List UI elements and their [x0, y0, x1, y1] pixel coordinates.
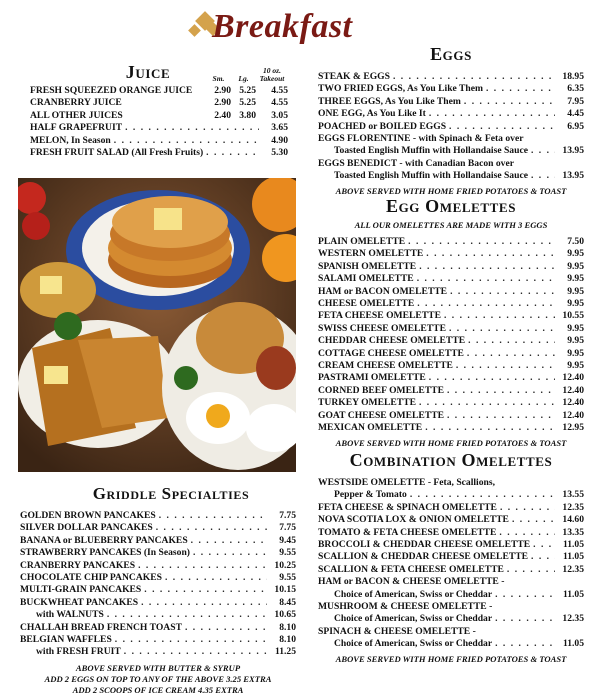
item-name: HAM or BACON OMELETTE — [318, 285, 448, 297]
item-name: NOVA SCOTIA LOX & ONION OMELETTE — [318, 514, 509, 526]
leader-dots — [531, 551, 555, 563]
list-item — [318, 477, 584, 489]
item-name: COTTAGE CHEESE OMELETTE — [318, 347, 464, 359]
item-price: 13.95 — [562, 145, 584, 157]
list-item — [20, 535, 296, 547]
juice-section — [30, 62, 288, 159]
griddle-list — [20, 510, 296, 659]
item-price: 7.50 — [567, 236, 584, 247]
leader-dots — [159, 510, 267, 522]
leader-dots — [447, 410, 555, 422]
item-name: Choice of American, Swiss or Cheddar — [334, 613, 493, 625]
item-name: MUSHROOM & CHEESE OMELETTE - — [318, 601, 493, 613]
leader-dots — [429, 108, 555, 120]
list-item — [318, 539, 584, 551]
list-item — [318, 158, 584, 170]
list-item — [318, 397, 584, 409]
combo-list — [318, 477, 584, 651]
item-name: Toasted English Muffin with Hollandaise Sauce — [334, 145, 528, 157]
juice-heading: Juice — [125, 62, 171, 82]
leader-dots — [456, 360, 555, 372]
item-price: 9.95 — [567, 285, 584, 297]
list-item — [20, 572, 296, 584]
griddle-note: ADD 2 SCOOPS OF ICE CREAM 4.35 EXTRA — [72, 684, 244, 695]
item-price: 8.10 — [279, 634, 296, 646]
item-price: 12.40 — [562, 409, 584, 421]
item-price: 7.95 — [567, 95, 584, 107]
leader-dots — [486, 83, 555, 95]
list-item — [318, 286, 584, 298]
list-item — [318, 145, 584, 157]
item-price: 18.95 — [562, 71, 584, 82]
leader-dots — [165, 572, 267, 584]
item-name: Pepper & Tomato — [334, 489, 407, 501]
omelettes-note: ABOVE SERVED WITH HOME FRIED POTATOES & TOAST — [335, 437, 567, 448]
leader-dots — [426, 248, 555, 260]
breakfast-photo — [18, 178, 296, 472]
list-item — [318, 248, 584, 260]
item-name: with WALNUTS — [36, 609, 104, 621]
list-item: CRANBERRY JUICE 2.90 5.25 4.55 — [30, 97, 288, 109]
item-name: BUCKWHEAT PANCAKES — [20, 596, 139, 608]
list-item — [318, 502, 584, 514]
leader-dots — [393, 71, 555, 83]
leader-dots — [495, 613, 555, 625]
list-item — [20, 597, 296, 609]
leader-dots — [141, 597, 267, 609]
item-price: 12.40 — [562, 372, 584, 384]
list-item — [20, 622, 296, 634]
item-name: Toasted English Muffin with Hollandaise Sauce — [334, 170, 528, 182]
list-item — [20, 646, 296, 658]
item-price: 9.95 — [567, 347, 584, 359]
item-name: CORNED BEEF OMELETTE — [318, 384, 444, 396]
list-item — [318, 422, 584, 434]
combo-section — [318, 450, 584, 665]
leader-dots — [185, 622, 267, 634]
griddle-note: ADD 2 EGGS ON TOP TO ANY OF THE ABOVE 3.25 EXTRA — [44, 673, 272, 684]
item-price: 6.95 — [567, 120, 584, 132]
item-price: 9.95 — [567, 273, 584, 285]
omelettes-section — [318, 196, 584, 449]
item-price: 9.55 — [279, 572, 296, 584]
item-name: SCALLION & FETA CHEESE OMELETTE — [318, 563, 504, 575]
item-price: 12.35 — [562, 501, 584, 513]
list-item — [318, 360, 584, 372]
item-name: SPINACH & CHEESE OMELETTE - — [318, 625, 476, 637]
item-name: STEAK & EGGS — [318, 71, 390, 82]
list-item — [20, 609, 296, 621]
leader-dots — [156, 522, 267, 534]
item-price: 11.05 — [562, 551, 584, 563]
item-price: 9.95 — [567, 298, 584, 310]
list-item — [318, 601, 584, 613]
item-price: 9.95 — [567, 360, 584, 372]
list-item: HALF GRAPEFRUIT . . . 3.65 — [30, 122, 288, 134]
list-item — [318, 310, 584, 322]
item-name: TURKEY OMELETTE — [318, 397, 416, 409]
list-item — [318, 626, 584, 638]
item-price: 13.95 — [562, 170, 584, 182]
item-name: SWISS CHEESE OMELETTE — [318, 322, 446, 334]
leader-dots — [495, 589, 555, 601]
item-price: 4.45 — [567, 108, 584, 120]
leader-dots — [419, 397, 555, 409]
item-name: POACHED or BOILED EGGS — [318, 120, 447, 132]
item-price: 13.35 — [562, 526, 584, 538]
item-name: EGGS BENEDICT - with Canadian Bacon over — [318, 157, 514, 169]
item-name: BROCCOLI & CHEDDAR CHEESE OMELETTE — [318, 539, 531, 551]
breakfast-illustration — [18, 178, 296, 472]
item-name: ONE EGG, As You Like It — [318, 108, 426, 120]
list-item — [318, 261, 584, 273]
leader-dots — [115, 634, 267, 646]
leader-dots — [512, 514, 555, 526]
item-name: STRAWBERRY PANCAKES (In Season) — [20, 547, 190, 559]
griddle-note: ABOVE SERVED WITH BUTTER & SYRUP — [75, 662, 241, 673]
list-item — [20, 634, 296, 646]
list-item — [318, 613, 584, 625]
leader-dots — [425, 422, 555, 434]
list-item — [318, 564, 584, 576]
leader-dots — [447, 385, 555, 397]
leader-dots — [429, 372, 555, 384]
leader-dots — [408, 236, 555, 248]
omelettes-heading: Egg Omelettes — [385, 196, 517, 216]
list-item — [318, 348, 584, 360]
list-item: MELON, In Season . . . 4.90 — [30, 135, 288, 147]
item-price: 9.55 — [279, 547, 296, 559]
page-title: Breakfast — [212, 8, 353, 45]
list-item — [318, 83, 584, 95]
list-item: FRESH SQUEEZED ORANGE JUICE 2.90 5.25 4.55 — [30, 85, 288, 96]
eggs-section — [318, 44, 584, 197]
list-item — [318, 514, 584, 526]
leader-dots — [507, 564, 555, 576]
item-price: 8.45 — [279, 596, 296, 608]
item-price: 12.35 — [562, 613, 584, 625]
item-name: Choice of American, Swiss or Cheddar — [334, 638, 493, 650]
item-name: THREE EGGS, As You Like Them — [318, 95, 461, 107]
title-ornament-diamond — [188, 24, 201, 37]
item-price: 9.95 — [567, 322, 584, 334]
list-item — [318, 298, 584, 310]
list-item — [20, 547, 296, 559]
leader-dots — [468, 335, 555, 347]
item-price: 9.95 — [567, 260, 584, 272]
leader-dots — [450, 286, 555, 298]
item-name: SPANISH OMELETTE — [318, 260, 417, 272]
list-item — [318, 372, 584, 384]
item-name: with FRESH FRUIT — [36, 646, 121, 658]
leader-dots — [107, 609, 267, 621]
item-price: 9.95 — [567, 335, 584, 347]
item-name: FETA CHEESE & SPINACH OMELETTE — [318, 501, 497, 513]
list-item — [318, 170, 584, 182]
item-name: FETA CHEESE OMELETTE — [318, 310, 441, 322]
list-item — [318, 589, 584, 601]
item-price: 12.40 — [562, 384, 584, 396]
leader-dots — [124, 646, 267, 658]
item-price: 11.05 — [562, 638, 584, 650]
leader-dots — [500, 502, 555, 514]
list-item — [20, 510, 296, 522]
item-price: 12.35 — [562, 563, 584, 575]
leader-dots — [138, 560, 267, 572]
item-name: BELGIAN WAFFLES — [20, 634, 112, 646]
leader-dots — [533, 539, 555, 551]
leader-dots — [144, 584, 267, 596]
eggs-note: ABOVE SERVED WITH HOME FRIED POTATOES & TOAST — [335, 185, 567, 196]
list-item — [318, 108, 584, 120]
leader-dots — [499, 527, 555, 539]
item-price: 13.55 — [562, 489, 584, 501]
item-price: 11.25 — [274, 646, 296, 658]
item-name: SCALLION & CHEDDAR CHEESE OMELETTE — [318, 551, 529, 563]
item-price: 10.25 — [274, 559, 296, 571]
omelettes-subnote: ALL OUR OMELETTES ARE MADE WITH 3 EGGS — [354, 220, 548, 230]
leader-dots — [193, 547, 267, 559]
item-price: 6.35 — [567, 83, 584, 95]
item-name: MEXICAN OMELETTE — [318, 422, 423, 434]
omelettes-list — [318, 236, 584, 435]
item-price: 12.95 — [562, 422, 584, 434]
list-item — [20, 522, 296, 534]
item-price: 7.75 — [279, 510, 296, 521]
list-item — [318, 121, 584, 133]
item-price: 8.10 — [279, 621, 296, 633]
item-name: SALAMI OMELETTE — [318, 273, 414, 285]
list-item: FRESH FRUIT SALAD (All Fresh Fruits) . . . 5.30 — [30, 147, 288, 159]
item-name: CHALLAH BREAD FRENCH TOAST — [20, 621, 182, 633]
eggs-heading: Eggs — [430, 44, 472, 64]
list-item — [318, 410, 584, 422]
item-name: TOMATO & FETA CHEESE OMELETTE — [318, 526, 497, 538]
item-price: 9.95 — [567, 248, 584, 260]
leader-dots — [410, 489, 555, 501]
list-item — [318, 273, 584, 285]
item-name: EGGS FLORENTINE - with Spinach & Feta over — [318, 133, 524, 145]
list-item — [318, 638, 584, 650]
list-item — [318, 489, 584, 501]
leader-dots — [191, 535, 267, 547]
leader-dots — [531, 170, 555, 182]
leader-dots — [417, 273, 555, 285]
leader-dots — [419, 261, 555, 273]
leader-dots — [464, 96, 555, 108]
item-name: PASTRAMI OMELETTE — [318, 372, 426, 384]
item-name: CHEESE OMELETTE — [318, 298, 415, 310]
list-item — [318, 71, 584, 83]
leader-dots — [444, 310, 555, 322]
item-name: GOAT CHEESE OMELETTE — [318, 409, 444, 421]
list-item — [318, 335, 584, 347]
juice-col-takeout: 10 oz. Takeout — [259, 66, 285, 83]
leader-dots — [449, 323, 555, 335]
item-price: 10.15 — [274, 584, 296, 596]
griddle-section — [20, 484, 296, 696]
juice-col-lg: Lg. — [238, 74, 249, 83]
item-name: CRANBERRY PANCAKES — [20, 559, 136, 571]
item-name: CHEDDAR CHEESE OMELETTE — [318, 335, 466, 347]
list-item — [318, 133, 584, 145]
list-item — [20, 560, 296, 572]
griddle-heading: Griddle Specialties — [92, 484, 250, 503]
item-name: HAM or BACON & CHEESE OMELETTE - — [318, 576, 505, 588]
list-item — [318, 385, 584, 397]
item-name: TWO FRIED EGGS, As You Like Them — [318, 83, 483, 95]
list-item — [318, 96, 584, 108]
leader-dots — [449, 121, 555, 133]
item-price: 11.05 — [562, 588, 584, 600]
eggs-list — [318, 71, 584, 183]
item-name: PLAIN OMELETTE — [318, 236, 406, 247]
leader-dots — [417, 298, 555, 310]
item-name: WESTERN OMELETTE — [318, 248, 424, 260]
item-price: 14.60 — [562, 514, 584, 526]
leader-dots — [531, 145, 555, 157]
item-name: SILVER DOLLAR PANCAKES — [20, 522, 153, 534]
item-name: BANANA or BLUEBERRY PANCAKES — [20, 534, 188, 546]
item-price: 11.05 — [562, 539, 584, 551]
combo-note: ABOVE SERVED WITH HOME FRIED POTATOES & TOAST — [335, 653, 567, 664]
item-name: CHOCOLATE CHIP PANCAKES — [20, 572, 162, 584]
list-item — [20, 584, 296, 596]
list-item — [318, 576, 584, 588]
leader-dots — [467, 348, 555, 360]
list-item: ALL OTHER JUICES 2.40 3.80 3.05 — [30, 109, 288, 121]
item-name: WESTSIDE OMELETTE - Feta, Scallions, — [318, 477, 495, 488]
item-name: CREAM CHEESE OMELETTE — [318, 360, 453, 372]
leader-dots — [495, 638, 555, 650]
item-name: Choice of American, Swiss or Cheddar — [334, 588, 493, 600]
item-price: 10.65 — [274, 609, 296, 621]
item-price: 12.40 — [562, 397, 584, 409]
juice-col-sm: Sm. — [212, 74, 225, 83]
item-price: 9.45 — [279, 534, 296, 546]
list-item — [318, 551, 584, 563]
list-item — [318, 236, 584, 248]
item-name: MULTI-GRAIN PANCAKES — [20, 584, 142, 596]
item-name: GOLDEN BROWN PANCAKES — [20, 510, 156, 521]
list-item — [318, 323, 584, 335]
list-item — [318, 527, 584, 539]
item-price: 7.75 — [279, 522, 296, 534]
item-price: 10.55 — [562, 310, 584, 322]
combo-heading: Combination Omelettes — [349, 450, 553, 470]
